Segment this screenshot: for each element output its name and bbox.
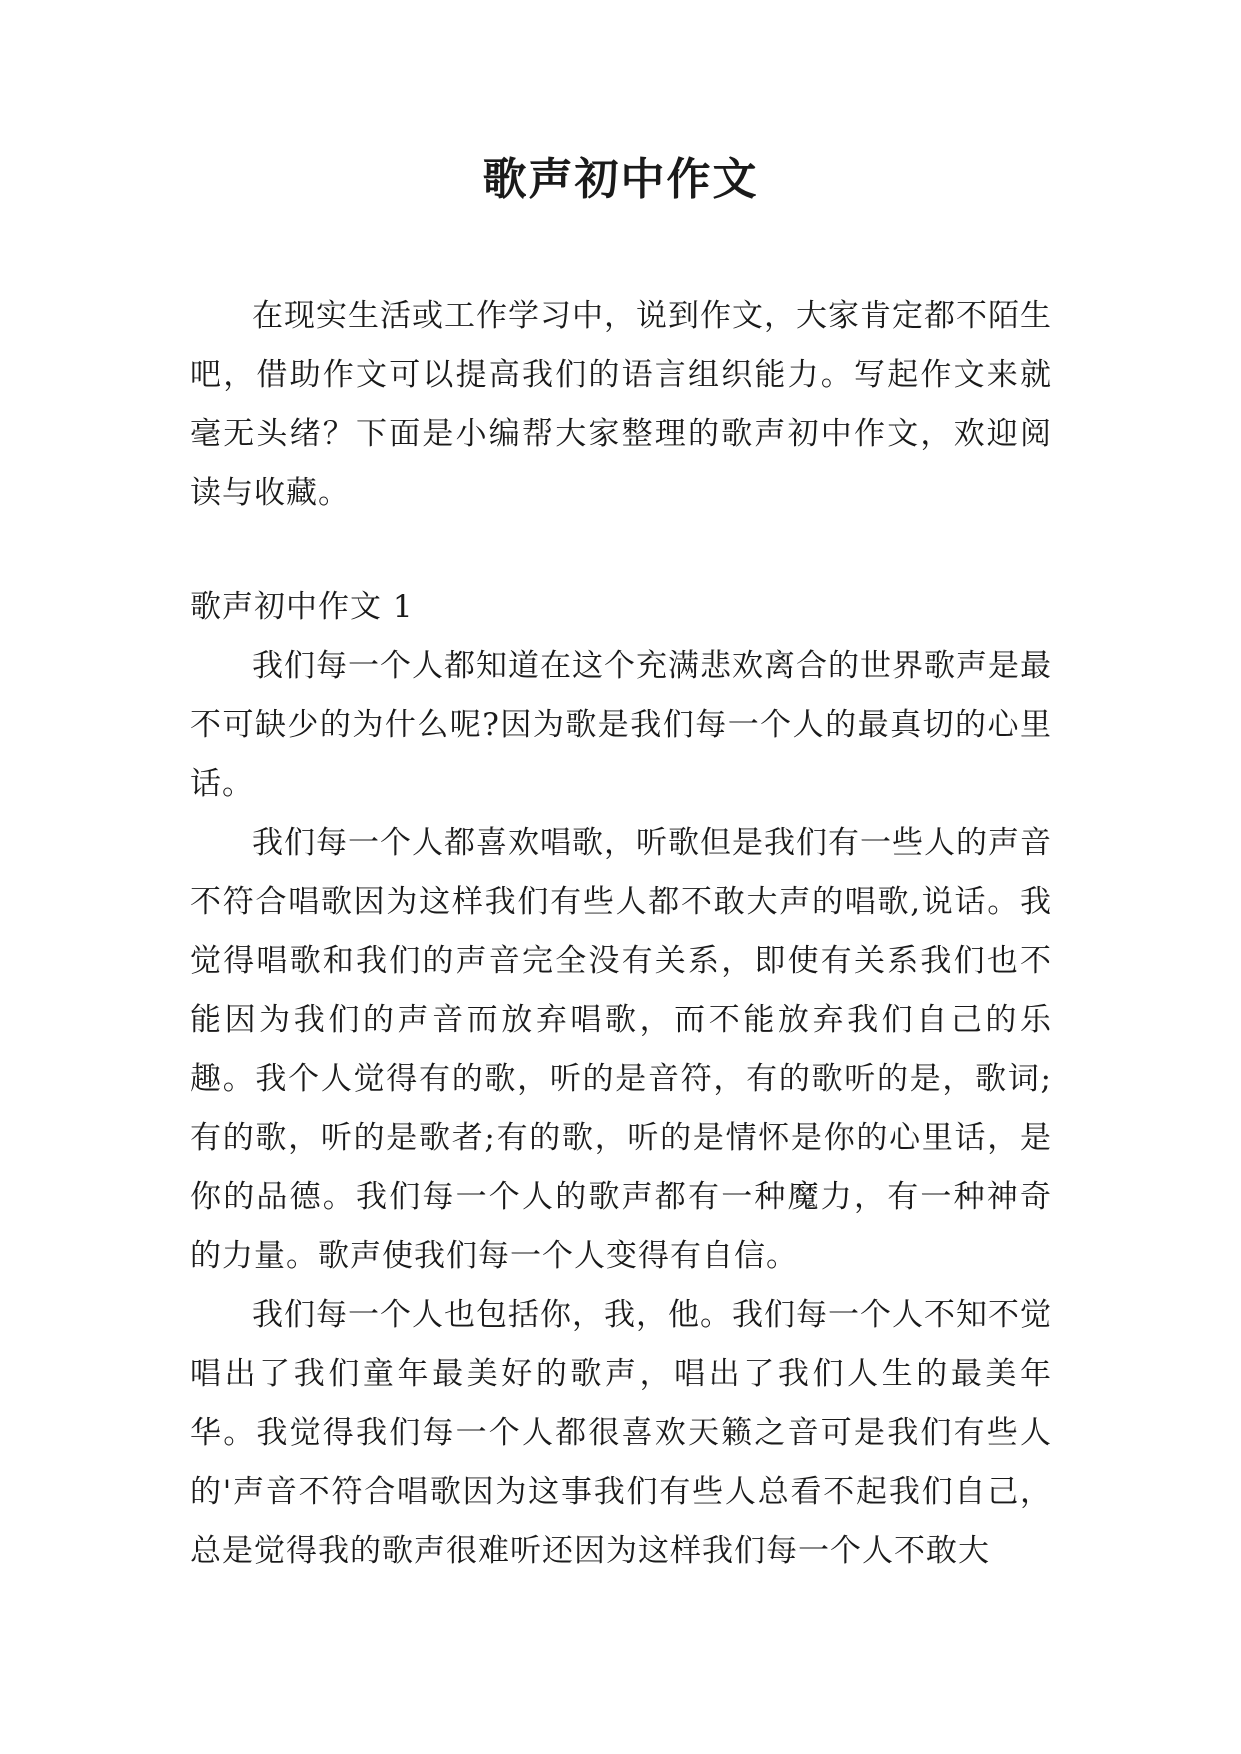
body-paragraph-2: 我们每一个人都喜欢唱歌，听歌但是我们有一些人的声音不符合唱歌因为这样我们有些人都不敢大声的唱歌,说话。我觉得唱歌和我们的声音完全没有关系，即使有关系我们也不能因为我们的声音而放弃唱歌，而不能放弃我们自己的乐趣。我个人觉得有的歌，听的是音符，有的歌听的是，歌词;有的歌，听的是歌者;有的歌，听的是情怀是你的心里话，是你的品德。我们每一个人的歌声都有一种魔力，有一种神奇的力量。歌声使我们每一个人变得有自信。	[190, 825, 1052, 1274]
body-paragraph-3: 我们每一个人也包括你，我，他。我们每一个人不知不觉唱出了我们童年最美好的歌声，唱出了我们人生的最美年华。我觉得我们每一个人都很喜欢天籁之音可是我们有些人的'声音不符合唱歌因为这事我们有些人总看不起我们自己，总是觉得我的歌声很难听还因为这样我们每一个人不敢大	[190, 1297, 1052, 1569]
section-heading: 歌声初中作文 1	[190, 589, 414, 625]
paragraph-block-3	[190, 1286, 1052, 1581]
intro-block	[190, 287, 1052, 523]
paragraph-block-1	[190, 637, 1052, 814]
body-paragraph-1: 我们每一个人都知道在这个充满悲欢离合的世界歌声是最不可缺少的为什么呢?因为歌是我们每一个人的最真切的心里话。	[190, 648, 1052, 802]
paragraph-block-2	[190, 814, 1052, 1286]
intro-paragraph: 在现实生活或工作学习中，说到作文，大家肯定都不陌生吧，借助作文可以提高我们的语言组织能力。写起作文来就毫无头绪？下面是小编帮大家整理的歌声初中作文，欢迎阅读与收藏。	[190, 298, 1052, 511]
section-heading-block	[190, 578, 1052, 637]
document-title: 歌声初中作文	[482, 154, 759, 205]
